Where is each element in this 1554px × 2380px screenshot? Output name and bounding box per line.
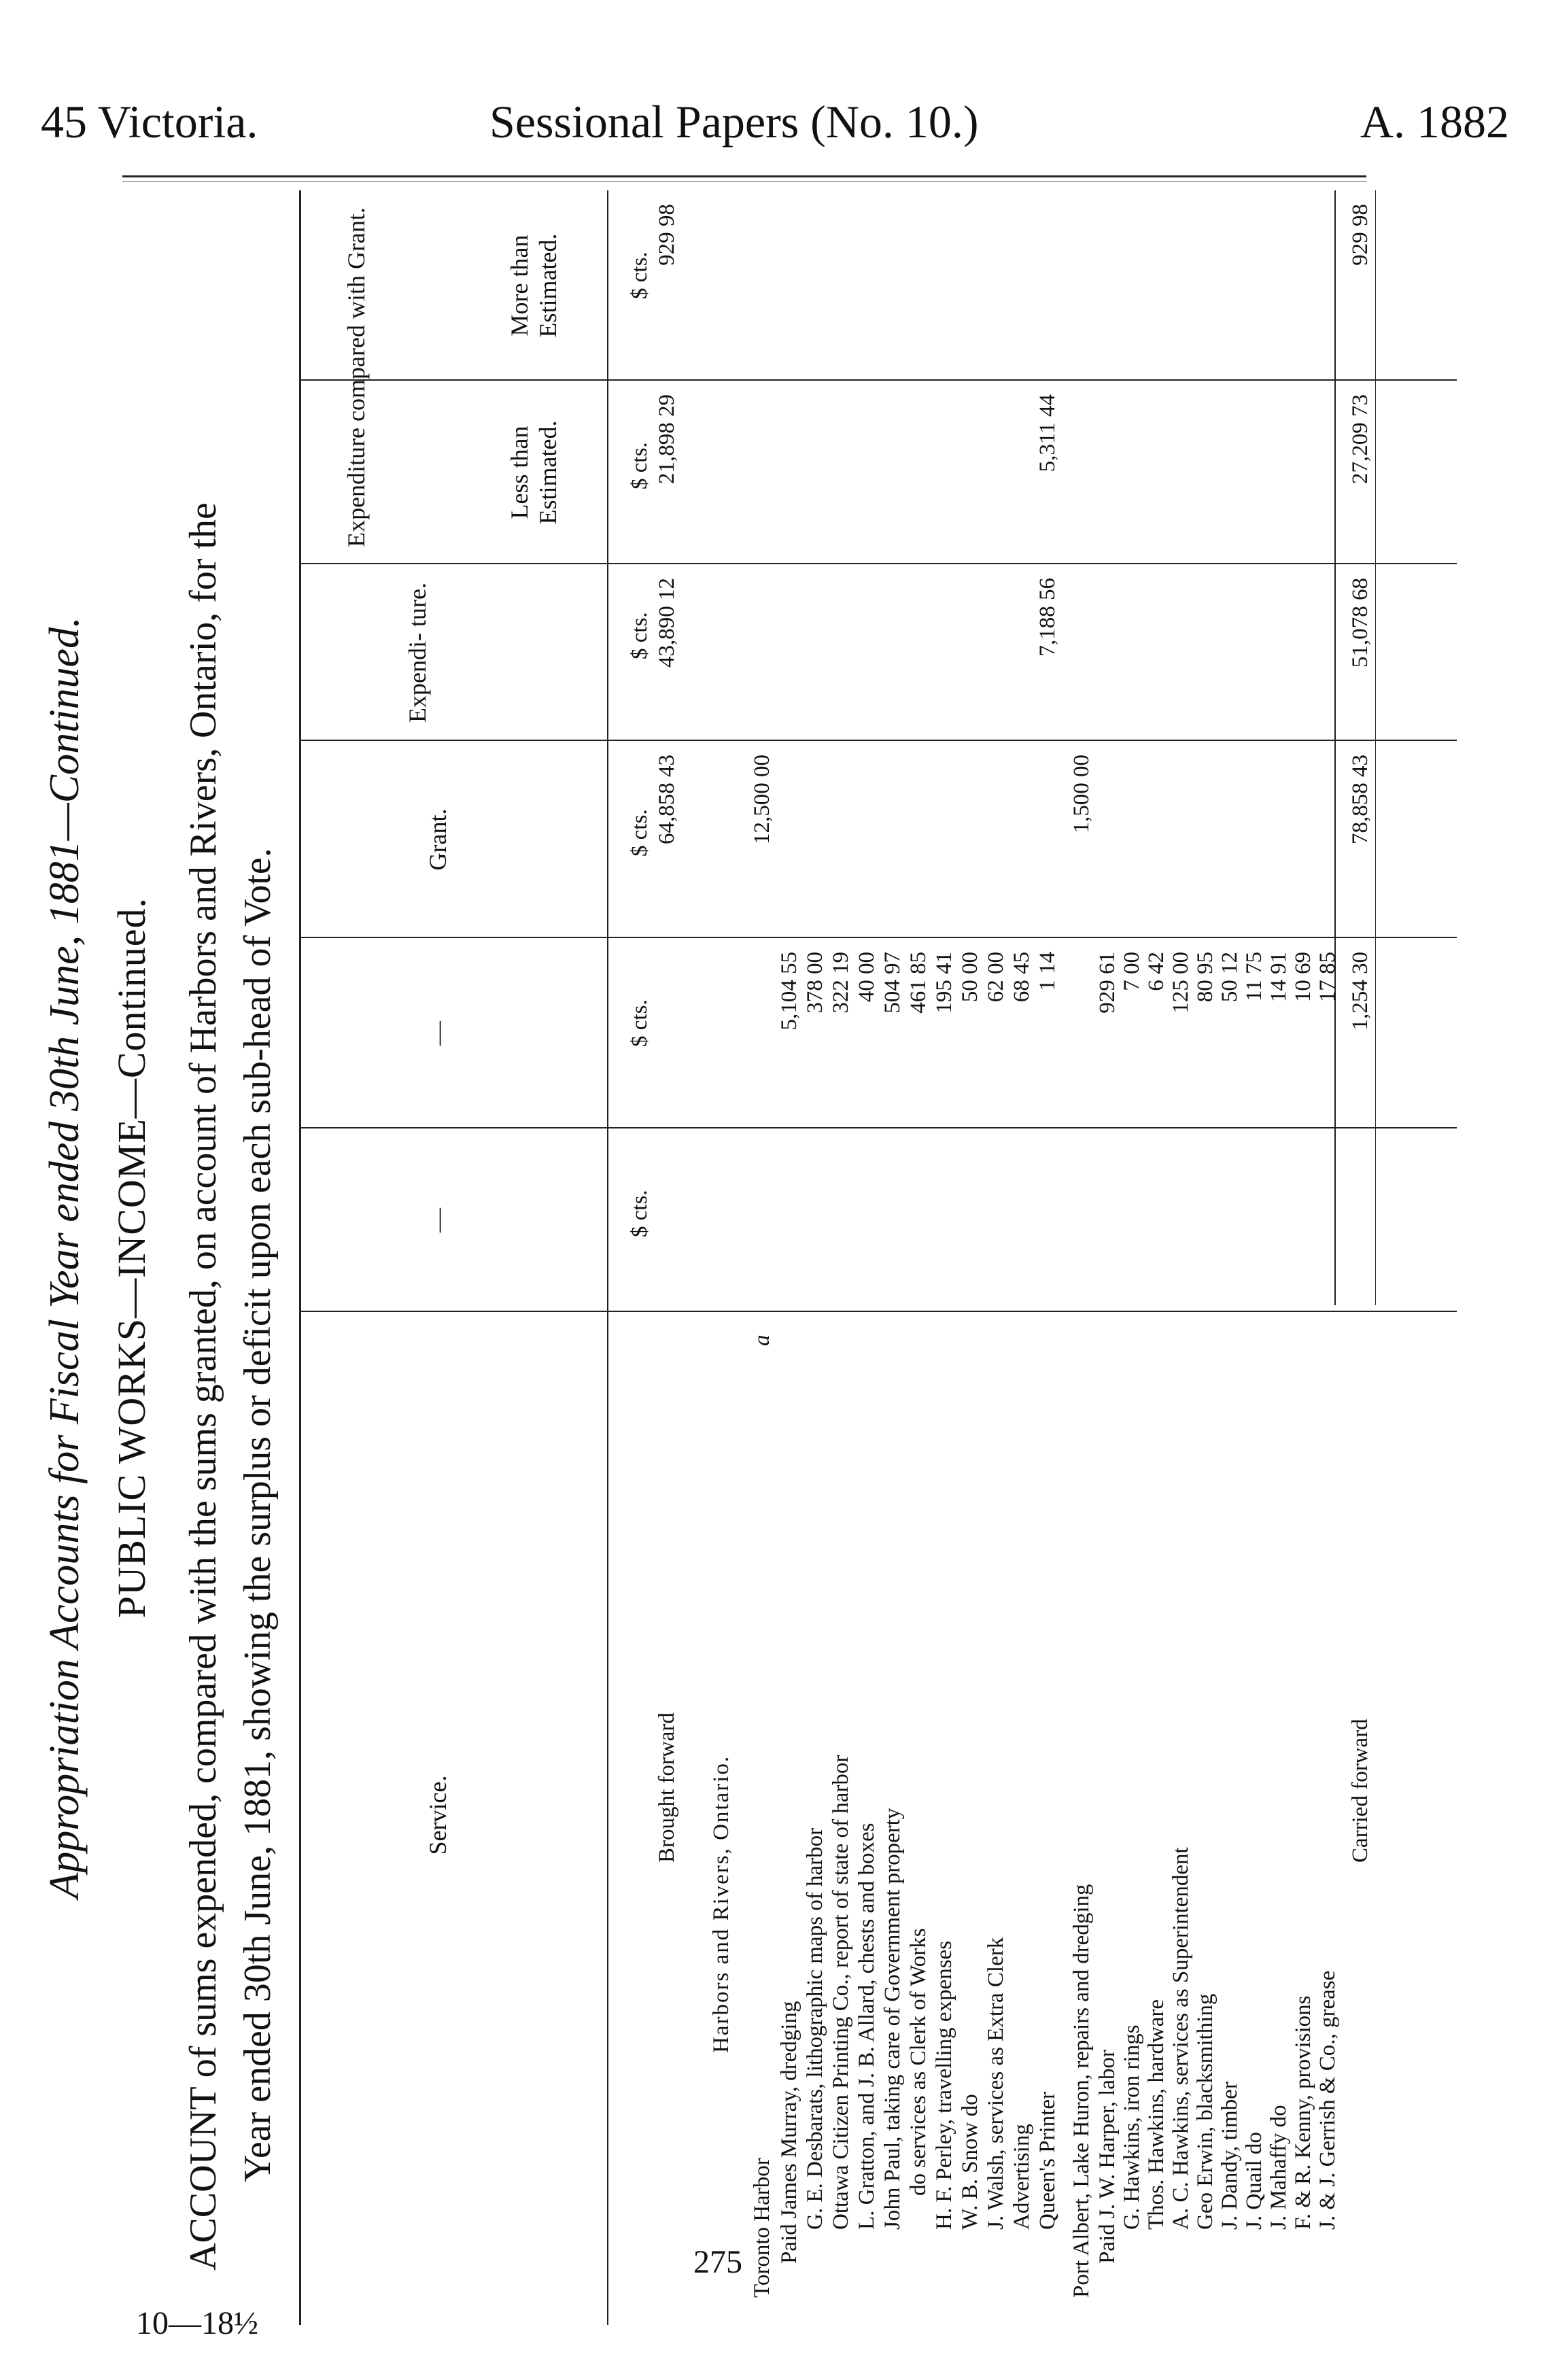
carried-forward-grant: 78,858 43 [1348,755,1372,844]
col-divider [301,379,1457,381]
toronto-less: 5,311 44 [1035,394,1060,472]
toronto-item: do services as Clerk of Works [906,1928,931,2196]
col-divider [301,937,1457,938]
port-albert-item: J. Quail do [1242,2132,1266,2230]
brought-forward-expenditure: 43,890 12 [655,578,679,668]
port-albert-item: Thos. Hawkins, hardware [1144,1999,1169,2230]
cts-label: $ cts. [627,999,652,1047]
col-divider [301,740,1457,741]
section-title: PUBLIC WORKS—INCOME—Continued. [109,897,154,1619]
toronto-amount: 62 00 [984,952,1008,1003]
port-albert-item: F. & R. Kenny, provisions [1291,1995,1315,2230]
port-albert-amount: 6 42 [1144,952,1169,991]
port-albert-label: Port Albert, Lake Huron, repairs and dredging [1069,1884,1094,2298]
brought-forward-label: Brought forward [655,1712,679,1863]
section-heading: Harbors and Rivers, Ontario. [709,1755,733,2053]
port-albert-amount: 929 61 [1095,952,1120,1014]
toronto-amount: 378 00 [803,952,827,1014]
brought-forward-grant: 64,858 43 [655,755,679,844]
cts-label: $ cts. [627,809,652,857]
port-albert-amount: 14 91 [1266,952,1291,1003]
header-rule [122,175,1366,177]
total-rule-bottom [1375,190,1376,1305]
port-albert-amount: 10 69 [1291,952,1315,1003]
toronto-amount: 5,104 55 [777,952,801,1031]
cts-label: $ cts. [627,612,652,659]
toronto-item: Ottawa Citizen Printing Co., report of state of harbor [829,1755,853,2230]
description-line-2: Year ended 30th June, 1881, showing the surplus or deficit upon each sub-head of Vote. [237,848,279,2182]
header-more: More than Estimated. [506,233,562,338]
toronto-item: G. E. Desbarats, lithographic maps of harbor [803,1827,827,2230]
port-albert-amount: 11 75 [1242,952,1266,1002]
brought-forward-less: 21,898 29 [655,394,679,484]
toronto-item: Paid James Murray, dredging [777,2001,801,2264]
toronto-amount: 40 00 [854,952,879,1003]
page-title: Appropriation Accounts for Fiscal Year ended 30th June, 1881—Continued. [41,617,88,1899]
header-dash-2: — [424,1021,451,1046]
carried-forward-more: 929 98 [1348,204,1372,266]
total-rule [1334,190,1336,1305]
port-albert-item: J. Mahaffy do [1266,2105,1291,2230]
toronto-item: Queen's Printer [1035,2092,1060,2230]
col-divider [301,563,1457,564]
col-divider [301,1127,1457,1128]
toronto-amount: 50 00 [958,952,982,1003]
header-year: A. 1882 [1360,96,1509,148]
toronto-item: J. Walsh, services as Extra Clerk [984,1937,1008,2230]
toronto-amount: 68 45 [1009,952,1034,1003]
accounts-table [299,190,1457,2325]
toronto-amount: 1 14 [1035,952,1060,991]
toronto-amount: 195 41 [932,952,956,1014]
toronto-item: John Paul, taking care of Government property [880,1808,905,2230]
header-rule-thin [122,181,1366,182]
port-albert-item: J. & J. Gerrish & Co., grease [1315,1970,1340,2230]
carried-forward-expenditure: 51,078 68 [1348,578,1372,668]
toronto-item: L. Gratton, and J. B. Allard, chests and boxes [854,1823,879,2230]
toronto-amount: 322 19 [829,952,853,1014]
port-albert-item: G. Hawkins, iron rings [1120,2024,1144,2230]
toronto-item: W. B. Snow do [958,2094,982,2230]
carried-forward-less: 27,209 73 [1348,394,1372,484]
header-compared: Expenditure compared with Grant. [343,207,370,547]
toronto-item: H. F. Perley, travelling expenses [932,1940,956,2230]
port-albert-amount: 17 85 [1315,952,1340,1003]
toronto-expenditure: 7,188 56 [1035,578,1060,657]
cts-label: $ cts. [627,1190,652,1237]
header-service: Service. [424,1775,451,1855]
port-albert-item: J. Dandy, timber [1218,2082,1242,2230]
header-rule [607,190,608,2325]
header-session: 45 Victoria. [41,96,258,148]
header-dash-1: — [424,1208,451,1232]
header-grant: Grant. [424,808,451,871]
port-albert-amount: 7 00 [1120,952,1144,991]
toronto-note: a [750,1334,774,1346]
col-divider [301,1311,1457,1312]
brought-forward-more: 929 98 [655,204,679,266]
toronto-harbor-label: Toronto Harbor [750,2158,774,2298]
toronto-grant: 12,500 00 [750,755,774,844]
cts-label: $ cts. [627,252,652,299]
port-albert-amount: 50 12 [1218,952,1242,1003]
carried-forward-label: Carried forward [1348,1719,1372,1863]
port-albert-amount: 80 95 [1193,952,1218,1003]
carried-forward-amount: 1,254 30 [1348,952,1372,1031]
header-less: Less than Estimated. [506,420,562,525]
header-title: Sessional Papers (No. 10.) [489,96,979,148]
rotated-page [41,190,1455,2325]
running-head [41,95,1509,156]
header-expenditure: Expendi- ture. [404,583,431,723]
toronto-amount: 461 85 [906,952,931,1014]
port-albert-amount: 125 00 [1169,952,1193,1014]
description-line-1: ACCOUNT of sums expended, compared with the sums granted, on account of Harbors and Rivers, Ontario, for the [182,502,224,2271]
port-albert-grant: 1,500 00 [1069,755,1094,833]
footer-ref: 10—18½ [136,2305,258,2341]
cts-label: $ cts. [627,442,652,489]
port-albert-item: Geo Erwin, blacksmithing [1193,1993,1218,2230]
port-albert-item: Paid J. W. Harper, labor [1095,2050,1120,2264]
port-albert-item: A. C. Hawkins, services as Superintendent [1169,1847,1193,2230]
toronto-item: Advertising [1009,2124,1034,2230]
page-number: 275 [693,2244,742,2280]
toronto-amount: 504 97 [880,952,905,1014]
